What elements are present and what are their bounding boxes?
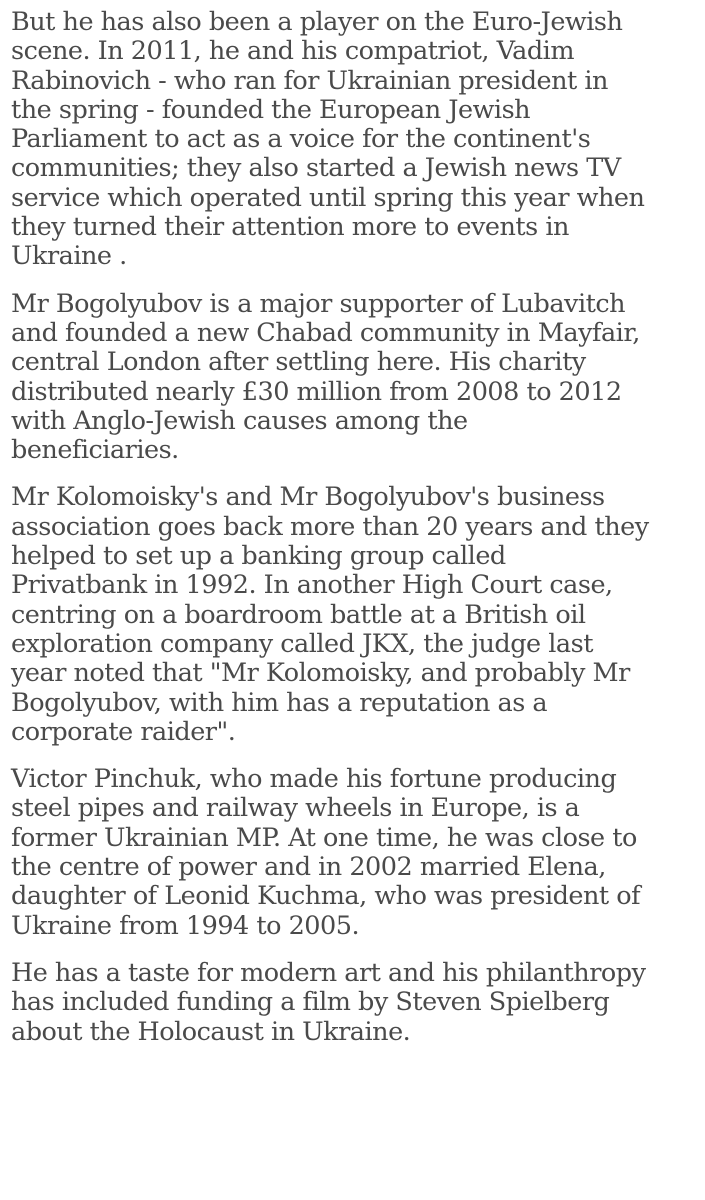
text-line: has included funding a film by Steven Spielberg — [11, 987, 610, 1018]
text-line: service which operated until spring this year when — [11, 182, 645, 213]
text-line: corporate raider". — [11, 716, 236, 747]
paragraph-4 — [11, 765, 701, 941]
text-line: the spring - founded the European Jewish — [11, 94, 531, 125]
text-line: with Anglo-Jewish causes among the — [11, 405, 468, 436]
text-line: But he has also been a player on the Euro-Jewish — [11, 7, 623, 37]
text-line: year noted that "Mr Kolomoisky, and probably Mr — [11, 658, 630, 689]
text-line: Victor Pinchuk, who made his fortune producing — [11, 764, 617, 795]
text-line: Ukraine . — [11, 241, 127, 272]
text-line: daughter of Leonid Kuchma, who was president of — [11, 881, 641, 912]
text-line: about the Holocaust in Ukraine. — [11, 1016, 411, 1047]
text-line: former Ukrainian MP. At one time, he was close to — [11, 822, 637, 853]
text-line: association goes back more than 20 years and they — [11, 511, 649, 542]
text-line: Rabinovich - who ran for Ukrainian president in — [11, 65, 608, 96]
text-line: scene. In 2011, he and his compatriot, Vadim — [11, 36, 575, 67]
text-line: Privatbank in 1992. In another High Court case, — [11, 570, 613, 601]
text-line: helped to set up a banking group called — [11, 541, 506, 572]
text-line: Ukraine from 1994 to 2005. — [11, 910, 360, 941]
text-line: Parliament to act as a voice for the continent's — [11, 124, 591, 155]
paragraph-5 — [11, 959, 701, 1047]
text-line: they turned their attention more to events in — [11, 212, 569, 243]
text-line: the centre of power and in 2002 married Elena, — [11, 852, 606, 883]
text-line: centring on a boardroom battle at a British oil — [11, 599, 586, 630]
text-line: steel pipes and railway wheels in Europe, is a — [11, 793, 580, 824]
text-line: He has a taste for modern art and his philanthropy — [11, 957, 646, 988]
paragraph-3 — [11, 483, 701, 747]
text-line: communities; they also started a Jewish news TV — [11, 153, 621, 184]
text-line: exploration company called JKX, the judge last — [11, 628, 593, 659]
paragraph-1 — [11, 8, 701, 272]
text-line: distributed nearly £30 million from 2008 to 2012 — [11, 376, 622, 407]
text-line: beneficiaries. — [11, 435, 179, 466]
paragraph-2 — [11, 290, 701, 466]
text-line: central London after settling here. His charity — [11, 347, 586, 378]
text-line: and founded a new Chabad community in Mayfair, — [11, 317, 640, 348]
text-line: Mr Bogolyubov is a major supporter of Lubavitch — [11, 288, 626, 319]
article-body — [11, 8, 701, 1065]
text-line: Bogolyubov, with him has a reputation as a — [11, 687, 548, 718]
text-line: Mr Kolomoisky's and Mr Bogolyubov's business — [11, 482, 605, 513]
